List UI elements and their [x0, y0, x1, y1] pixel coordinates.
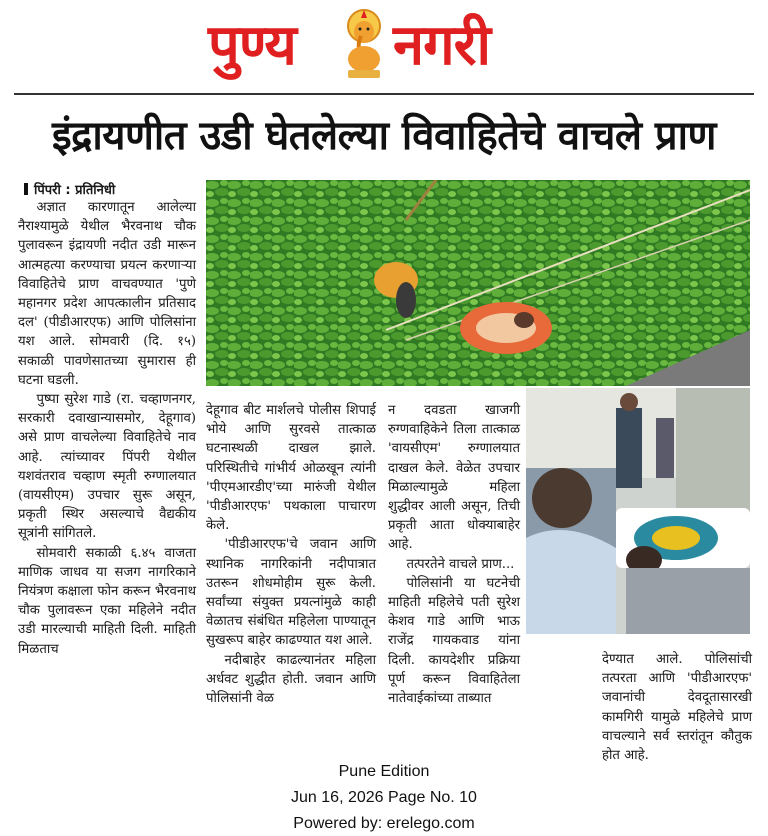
- paragraph: पोलिसांनी या घटनेची माहिती महिलेचे पती सुरेश केशव गाडे आणि भाऊ राजेंद्र गायकवाड यांना दिली. कायदेशीर प्रक्रिया पूर्ण करून विवाहितेला नातेवाईकांच्या ताब्यात: [388, 575, 520, 707]
- paragraph: देण्यात आले. पोलिसांची तत्परता आणि 'पीडीआरएफ' जवानांची देवदूतासारखी कामगिरी यामुळे महिलेचे प्राण वाचल्याने सर्व स्तरांतून कौतुक होत आहे.: [602, 652, 752, 764]
- footer-date-page: Jun 16, 2026 Page No. 10: [291, 789, 477, 806]
- paragraph: देहूगाव बीट मार्शलचे पोलीस शिपाई भोये आणि सुरवसे तात्काळ घटनास्थळी दाखल झाले. परिस्थितीचे गांभीर्य ओळखून त्यांनी 'पीएमआरडीए'च्या मारुंजी येथील 'पीडीआरएफ' पथकाला पाचारण केले.: [206, 403, 376, 534]
- footer-edition: Pune Edition: [338, 763, 430, 780]
- footer-powered-by: Powered by: erelego.com: [293, 815, 475, 832]
- paragraph: पुष्पा सुरेश गाडे (रा. चव्हाणनगर, सरकारी दवाखान्यासमोर, देहूगाव) असे प्राण वाचलेल्या विवाहितेचे नाव आहे. त्यांच्यावर पिंपरी येथील यशवंतराव चव्हाण स्मृती रुग्णालयात (वायसीएम) उपचार सुरू असून, प्रकृती स्थिर असल्याचे वैद्यकीय सूत्रांनी सांगितले.: [18, 392, 196, 542]
- paragraph: नदीबाहेर काढल्यानंतर महिला अर्धवट शुद्धीत होती. जवान आणि पोलिसांनी वेळ: [206, 652, 376, 707]
- masthead: [0, 0, 768, 92]
- dateline: [24, 180, 115, 198]
- dateline-marker: [24, 183, 28, 195]
- paragraph: सोमवारी सकाळी ६.४५ वाजता माणिक जाधव या सजग नागरिकाने नियंत्रण कक्षाला फोन करून भैरवनाथ चौक पुलावरून एका महिलेने नदीत उडी मारल्याची माहिती दिली. माहिती मिळताच: [18, 545, 196, 657]
- article-headline: इंद्रायणीत उडी घेतलेल्या विवाहितेचे वाचले प्राण: [52, 113, 716, 159]
- ganesha-logo-icon: [334, 4, 394, 84]
- article-column-3: [388, 401, 520, 708]
- masthead-title-right: नगरी: [393, 13, 491, 78]
- hospital-patient-photo: [526, 388, 750, 634]
- paragraph: अज्ञात कारणातून आलेल्या नैराश्यामुळे येथील भैरवनाथ चौक पुलावरून इंद्रायणी नदीत उडी मारून आत्महत्या करण्याचा प्रयत्न करणाऱ्या विवाहितेचे प्राण वाचवण्यात 'पुणे महानगर प्रदेश आपत्कालीन प्रतिसाद दल' (पीडीआरएफ) आणि पोलिसांना यश आले. सोमवारी (दि. १५) सकाळी पावणेसातच्या सुमारास ही घटना घडली.: [18, 200, 196, 388]
- paragraph: 'पीडीआरएफ'चे जवान आणि स्थानिक नागरिकांनी नदीपात्रात उतरून शोधमोहीम सुरू केली. सर्वांच्या संयुक्त प्रयत्नांमुळे काही वेळातच संबंधित महिलेला पाण्यातून सुखरूप बाहेर काढण्यात यश आले.: [206, 537, 376, 649]
- article-column-1: [18, 198, 196, 659]
- masthead-title-left: पुण्य: [208, 13, 296, 78]
- article-column-4: [602, 650, 752, 765]
- dateline-text: पिंपरी : प्रतिनिधी: [34, 183, 116, 198]
- river-rescue-photo: [206, 180, 750, 386]
- subhead: तत्परतेने वाचले प्राण...: [406, 556, 515, 572]
- masthead-rule: [14, 93, 754, 95]
- paragraph: न दवडता खाजगी रुग्णवाहिकेने तिला तात्काळ 'वायसीएम' रुग्णालयात दाखल केले. वेळेत उपचार मिळाल्यामुळे महिला शुद्धीवर आली असून, तिची प्रकृती आता धोक्याबाहेर आहे.: [388, 403, 520, 553]
- article-column-2: [206, 401, 376, 708]
